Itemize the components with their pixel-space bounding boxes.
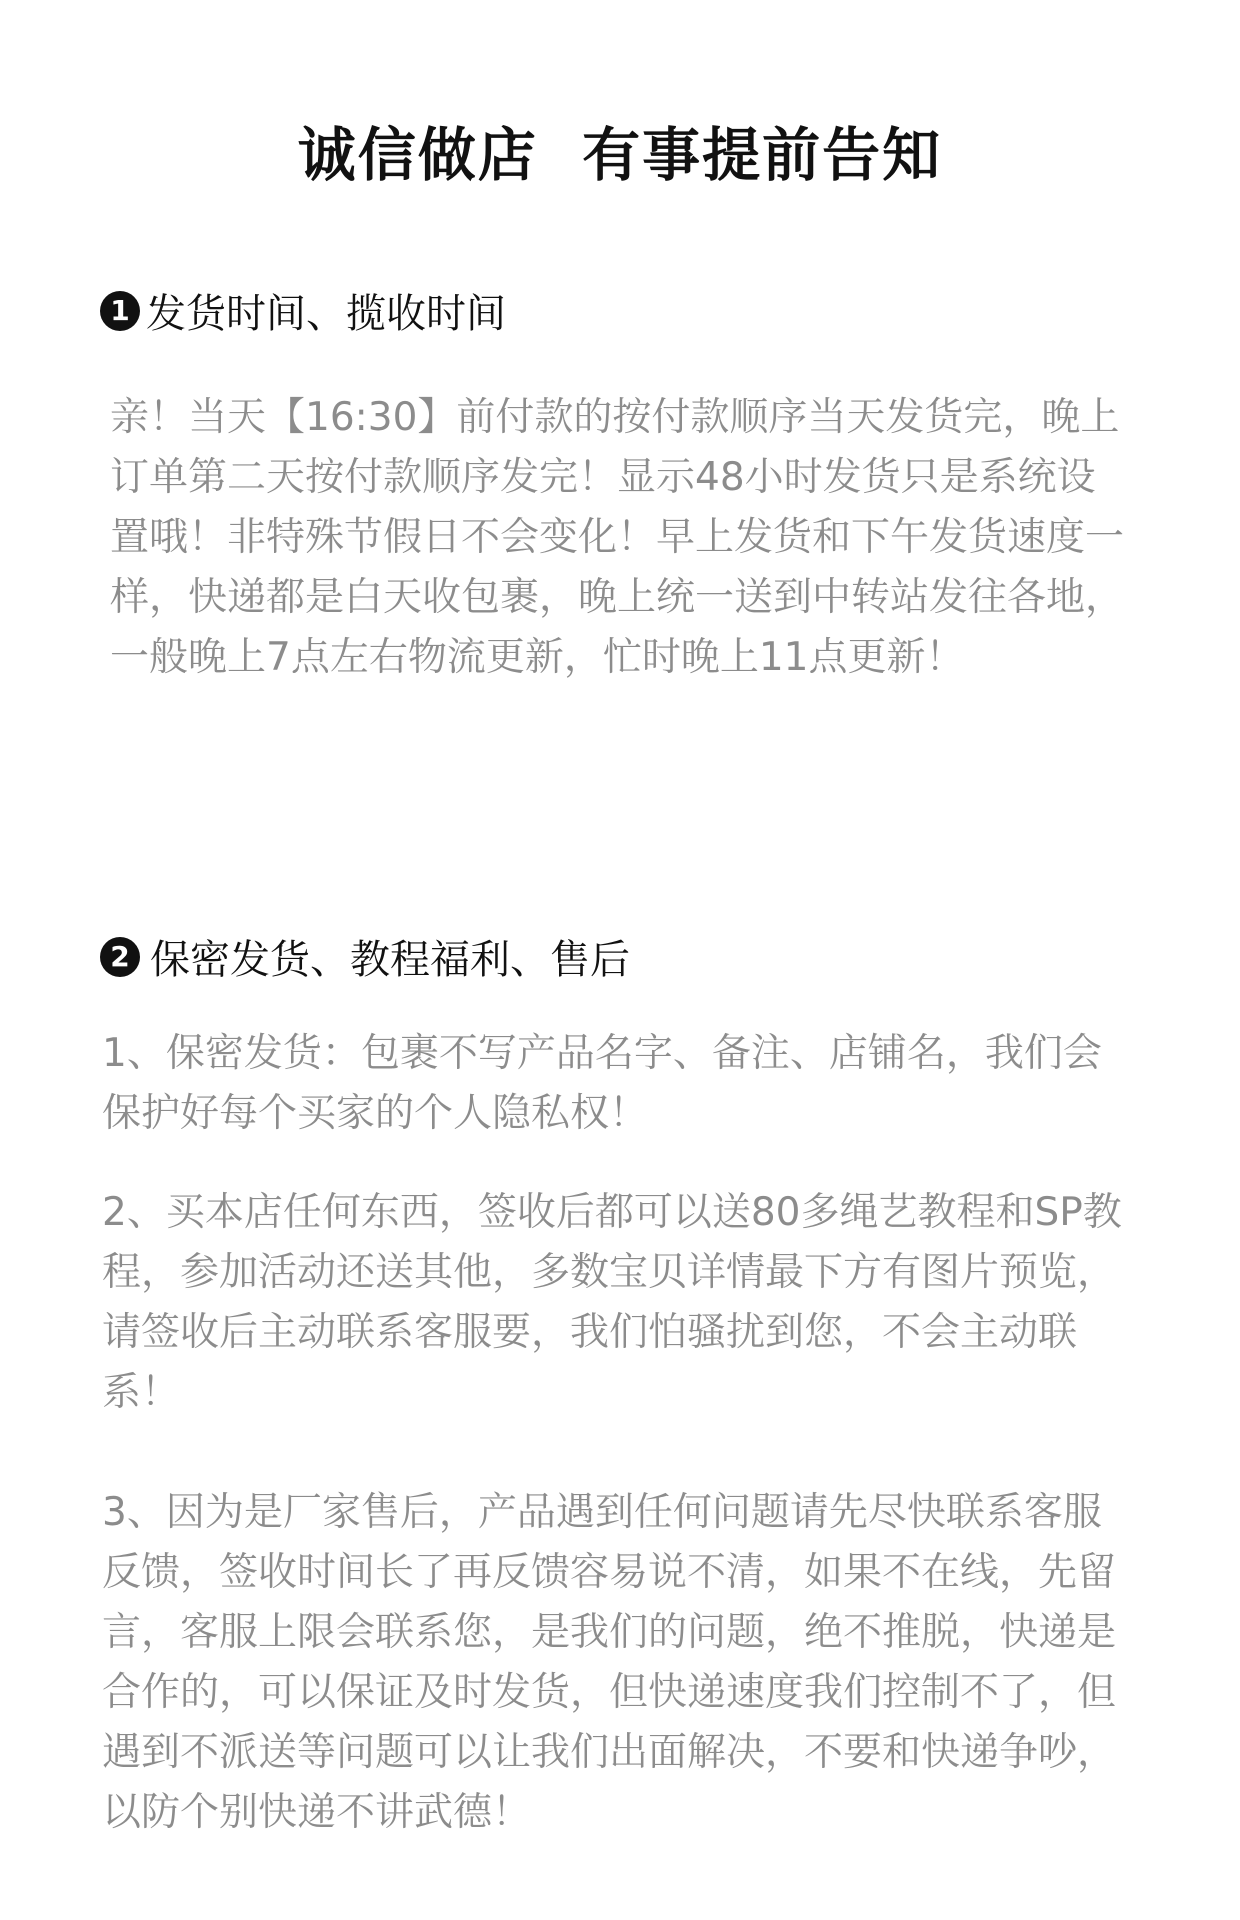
number-badge-icon: 2: [100, 937, 140, 977]
after-sales-paragraph: 3、因为是厂家售后，产品遇到任何问题请先尽快联系客服反馈，签收时间长了再反馈容易说不清，如果不在线，先留言，客服上限会联系您，是我们的问题，绝不推脱，快递是合作的，可以保证及时发货，但快递速度我们控制不了，但遇到不派送等问题可以让我们出面解决，不要和快递争吵，以防个别快递不讲武德！: [102, 1490, 1117, 1835]
privacy-shipping-paragraph: 1、保密发货：包裹不写产品名字、备注、店铺名，我们会保护好每个买家的个人隐私权！: [102, 1031, 1102, 1136]
section-heading-privacy-aftersales: [100, 928, 630, 985]
page-title: 诚信做店 有事提前告知: [297, 121, 943, 189]
section-heading-text: 保密发货、教程福利、售后: [150, 937, 630, 983]
number-badge-icon: 1: [100, 291, 140, 331]
section-heading-text: 发货时间、揽收时间: [146, 291, 506, 337]
tutorial-gift-paragraph: 2、买本店任何东西，签收后都可以送80多绳艺教程和SP教程，参加活动还送其他，多数宝贝详情最下方有图片预览，请签收后主动联系客服要，我们怕骚扰到您，不会主动联系！: [102, 1190, 1122, 1415]
section-heading-shipping-time: [100, 282, 506, 339]
shipping-time-paragraph: 亲！当天【16:30】前付款的按付款顺序当天发货完，晚上订单第二天按付款顺序发完！显示48小时发货只是系统设置哦！非特殊节假日不会变化！早上发货和下午发货速度一样，快递都是白天收包裹，晚上统一送到中转站发往各地，一般晚上7点左右物流更新，忙时晚上11点更新！: [110, 395, 1125, 680]
